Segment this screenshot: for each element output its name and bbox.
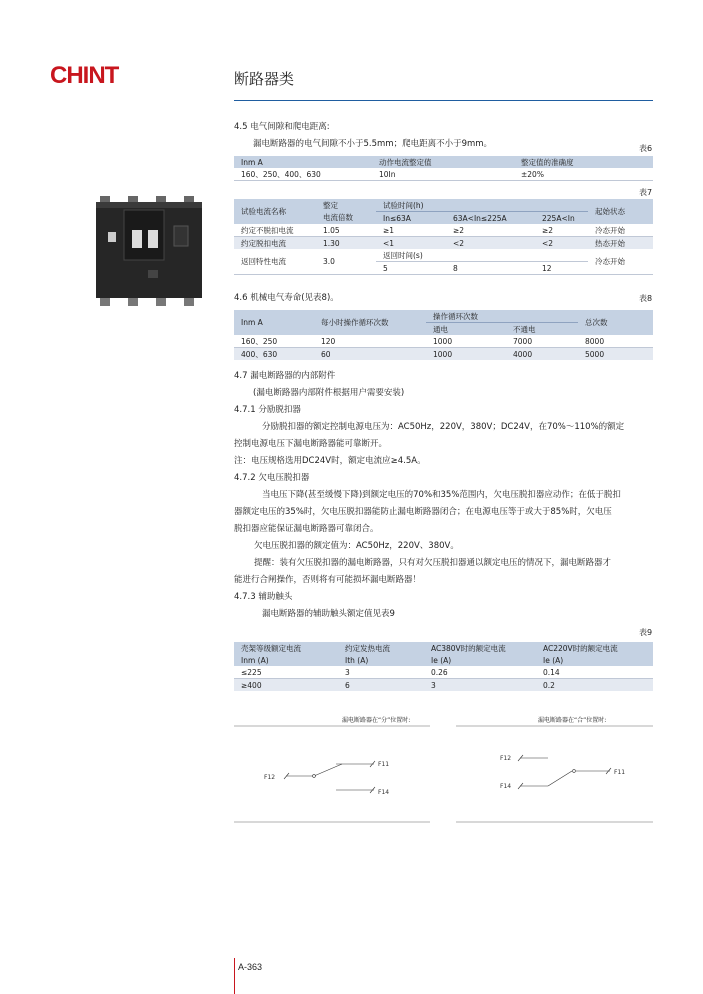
table9-header: 壳架等级额定电流 bbox=[234, 642, 338, 654]
table7-header-mult: 整定 bbox=[316, 199, 376, 212]
table8-header-off: 不通电 bbox=[506, 323, 578, 336]
table7-cell: 热态开始 bbox=[588, 237, 653, 250]
table7-cell: 约定不脱扣电流 bbox=[234, 224, 316, 237]
section-4-7-2-warning: 提醒：装有欠压脱扣器的漏电断路器，只有对欠压脱扣器通以额定电压的情况下，漏电断路器才 bbox=[254, 558, 612, 568]
table7-header-state: 起始状态 bbox=[588, 199, 653, 224]
section-4-7-title: 4.7 漏电断路器的内部附件 bbox=[234, 371, 336, 381]
table9-tag: 表9 bbox=[639, 628, 653, 637]
table7-cell: 1.05 bbox=[316, 224, 376, 237]
section-4-7-1-line1: 分励脱扣器的额定控制电源电压为：AC50Hz，220V，380V；DC24V，在70%～110%的额定 bbox=[262, 422, 625, 432]
table7-return-time-header: 返回时间(s) bbox=[376, 249, 588, 262]
section-4-7-2-line1: 当电压下降(甚至缓慢下降)到额定电压的70%和35%范围内，欠电压脱扣器应动作；在低于脱扣 bbox=[262, 490, 621, 500]
table8-header-total: 总次数 bbox=[578, 310, 653, 335]
table6-cell: 160、250、400、630 bbox=[234, 168, 372, 181]
table7-header-c3: 225A<In bbox=[535, 212, 588, 225]
table7-cell: <2 bbox=[446, 237, 535, 250]
table6-header: 整定值的准确度 bbox=[514, 156, 653, 168]
table7-tag: 表7 bbox=[639, 188, 653, 197]
table8-cell: 5000 bbox=[578, 348, 653, 361]
table6-header: Inm A bbox=[234, 156, 372, 168]
table7-cell: 5 bbox=[376, 262, 446, 275]
section-4-7-2-line4: 欠电压脱扣器的额定值为：AC50Hz，220V、380V。 bbox=[254, 541, 459, 551]
table7-cell: <2 bbox=[535, 237, 588, 250]
table7-cell: 1.30 bbox=[316, 237, 376, 250]
label-f11: F11 bbox=[614, 769, 626, 776]
section-4-7-note: (漏电断路器内部附件根据用户需要安装) bbox=[253, 388, 405, 398]
table9-cell: 0.14 bbox=[536, 666, 653, 679]
table6-cell: 10In bbox=[372, 168, 514, 181]
table7-header-name: 试验电流名称 bbox=[234, 199, 316, 224]
table7-cell: <1 bbox=[376, 237, 446, 250]
breaker-product-image bbox=[92, 196, 206, 308]
table6 bbox=[234, 156, 653, 181]
label-f11: F11 bbox=[378, 761, 390, 768]
table8-cell: 7000 bbox=[506, 335, 578, 348]
section-4-7-2-line2: 器额定电压的35%时，欠电压脱扣器能防止漏电断路器闭合；在电源电压等于或大于85%时，欠电压 bbox=[234, 507, 612, 517]
brand-logo: CHINT bbox=[50, 62, 119, 89]
section-4-6-title: 4.6 机械电气寿命(见表8)。 bbox=[234, 293, 339, 303]
contact-diagram-closed bbox=[500, 755, 625, 790]
section-4-7-1-line2: 控制电源电压下漏电断路器能可靠断开。 bbox=[234, 439, 388, 449]
table7-header-c2: 63A<In≤225A bbox=[446, 212, 535, 225]
table9-cell: ≥400 bbox=[234, 679, 338, 692]
table9-header-unit: Inm (A) bbox=[234, 654, 338, 666]
table8-cell: 1000 bbox=[426, 348, 506, 361]
table9-header-unit: Ie (A) bbox=[536, 654, 653, 666]
table8-cell: 8000 bbox=[578, 335, 653, 348]
table9-header: 约定发热电流 bbox=[338, 642, 424, 654]
table8-header-cycles: 操作循环次数 bbox=[426, 310, 578, 323]
label-f12: F12 bbox=[500, 755, 512, 762]
table9-header-unit: Ith (A) bbox=[338, 654, 424, 666]
table9 bbox=[234, 642, 653, 691]
table8-header-on: 通电 bbox=[426, 323, 506, 336]
table6-tag: 表6 bbox=[639, 144, 653, 153]
table9-cell: 0.26 bbox=[424, 666, 536, 679]
table8-cell: 160、250 bbox=[234, 335, 314, 348]
section-4-5-body: 漏电断路器的电气间隙不小于5.5mm；爬电距离不小于9mm。 bbox=[253, 139, 493, 149]
table7-cell: 12 bbox=[535, 262, 588, 275]
table7-cell: ≥2 bbox=[535, 224, 588, 237]
table8-cell: 1000 bbox=[426, 335, 506, 348]
table7-cell: ≥1 bbox=[376, 224, 446, 237]
section-4-5-title: 4.5 电气间隙和爬电距离: bbox=[234, 122, 330, 132]
table8-cell: 60 bbox=[314, 348, 426, 361]
table8-header-ops: 每小时操作循环次数 bbox=[314, 310, 426, 335]
table9-cell: 3 bbox=[338, 666, 424, 679]
table7-return-state: 冷态开始 bbox=[588, 249, 653, 275]
table7-return-name: 返回特性电流 bbox=[234, 249, 316, 275]
section-4-7-2-line6: 能进行合闸操作，否则将有可能损坏漏电断路器！ bbox=[234, 575, 422, 585]
table9-header: AC380V时的额定电流 bbox=[424, 642, 536, 654]
table9-header-unit: Ie (A) bbox=[424, 654, 536, 666]
table7-cell: ≥2 bbox=[446, 224, 535, 237]
footer-divider bbox=[234, 958, 235, 994]
table7 bbox=[234, 199, 653, 275]
label-f14: F14 bbox=[500, 783, 512, 790]
contact-diagrams bbox=[234, 724, 653, 824]
table9-cell: 0.2 bbox=[536, 679, 653, 692]
section-4-7-3-line1: 漏电断路器的辅助触头额定值见表9 bbox=[262, 609, 395, 619]
diagram-left-caption: 漏电断路器在“分”位置时: bbox=[342, 717, 411, 724]
section-4-7-1-note: 注：电压规格选用DC24V时，额定电流应≥4.5A。 bbox=[234, 456, 426, 466]
table7-cell: 冷态开始 bbox=[588, 224, 653, 237]
table8-tag: 表8 bbox=[639, 294, 653, 303]
table7-header-mult2: 电流倍数 bbox=[316, 212, 376, 225]
table8-cell: 4000 bbox=[506, 348, 578, 361]
section-4-7-3-title: 4.7.3 辅助触头 bbox=[234, 592, 293, 602]
table7-header-c1: In≤63A bbox=[376, 212, 446, 225]
table7-return-mult: 3.0 bbox=[316, 249, 376, 275]
label-f12: F12 bbox=[264, 774, 276, 781]
page-number: A-363 bbox=[238, 962, 263, 972]
table6-header: 动作电流整定值 bbox=[372, 156, 514, 168]
table6-cell: ±20% bbox=[514, 168, 653, 181]
label-f14: F14 bbox=[378, 789, 390, 796]
table7-cell: 8 bbox=[446, 262, 535, 275]
table8-header-inm: Inm A bbox=[234, 310, 314, 335]
table9-cell: ≤225 bbox=[234, 666, 338, 679]
header-divider bbox=[234, 100, 653, 101]
contact-diagram-open bbox=[264, 761, 389, 796]
table8-cell: 120 bbox=[314, 335, 426, 348]
table7-header-time: 试验时间(h) bbox=[376, 199, 588, 212]
table9-header: AC220V时的额定电流 bbox=[536, 642, 653, 654]
section-4-7-2-line3: 脱扣器应能保证漏电断路器可靠闭合。 bbox=[234, 524, 379, 534]
section-4-7-1-title: 4.7.1 分励脱扣器 bbox=[234, 405, 301, 415]
table8 bbox=[234, 310, 653, 360]
table7-cell: 约定脱扣电流 bbox=[234, 237, 316, 250]
section-4-7-2-title: 4.7.2 欠电压脱扣器 bbox=[234, 473, 310, 483]
table9-cell: 3 bbox=[424, 679, 536, 692]
table9-cell: 6 bbox=[338, 679, 424, 692]
diagram-right-caption: 漏电断路器在“合”位置时: bbox=[538, 717, 607, 724]
table8-cell: 400、630 bbox=[234, 348, 314, 361]
category-title: 断路器类 bbox=[234, 70, 295, 88]
